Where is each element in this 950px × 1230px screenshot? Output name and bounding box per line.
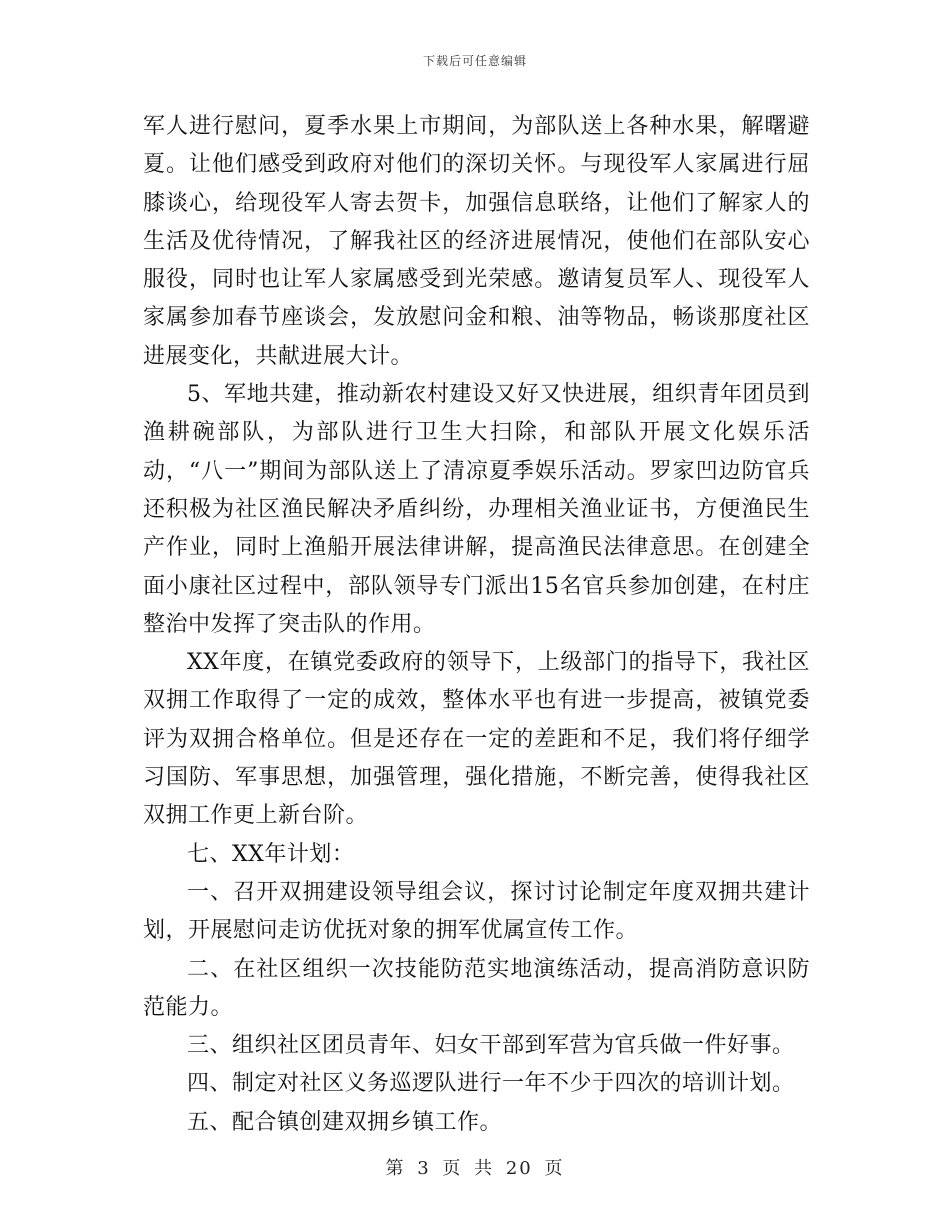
section-heading-plan: 七、XX年计划： [187,841,355,867]
paragraph-continuation: 军人进行慰问，夏季水果上市期间，为部队送上各种水果，解曙避夏。让他们感受到政府对他们的深切关怀。与现役军人家属进行屈膝谈心，给现役军人寄去贺卡，加强信息联络，让他们了解家人的生活及优待情况，了解我社区的经济进展情况，使他们在部队安心服役，同时也让军人家属感受到光荣感。邀请复员军人、现役军人家属参加春节座谈会，发放慰问金和粮、油等物品，畅谈那度社区进展变化，共献进展大计。 [143,114,810,369]
plan-item-3: 三、组织社区团员青年、妇女干部到军营为官兵做一件好事。 [187,1033,795,1059]
plan-item-2: 二、在社区组织一次技能防范实地演练活动，提高消防意识防范能力。 [143,956,810,1020]
header-note: 下载后可任意编辑 [422,54,527,68]
paragraph-summary: XX年度，在镇党委政府的领导下，上级部门的指导下，我社区双拥工作取得了一定的成效，整体水平也有进一步提高，被镇党委评为双拥合格单位。但是还存在一定的差距和不足，我们将仔细学习国防、军事思想，加强管理，强化措施，不断完善，使得我社区双拥工作更上新台阶。 [143,650,810,829]
plan-item-1: 一、召开双拥建设领导组会议，探讨讨论制定年度双拥共建计划，开展慰问走访优抚对象的拥军优属宣传工作。 [143,879,810,944]
plan-item-4: 四、制定对社区义务巡逻队进行一年不少于四次的培训计划。 [187,1071,795,1097]
document-body [143,108,810,1142]
paragraph-item-5: 5、军地共建，推动新农村建设又好又快进展，组织青年团员到渔耕碗部队，为部队进行卫生大扫除，和部队开展文化娱乐活动，“八一”期间为部队送上了清凉夏季娱乐活动。罗家凹边防官兵还积极为社区渔民解决矛盾纠纷，办理相关渔业证书，方便渔民生产作业，同时上渔船开展法律讲解，提高渔民法律意思。在创建全面小康社区过程中，部队领导专门派出15名官兵参加创建，在村庄整治中发挥了突击队的作用。 [143,382,810,637]
plan-item-5: 五、配合镇创建双拥乡镇工作。 [187,1109,503,1135]
page-number: 第 3 页 共 20 页 [385,1158,565,1179]
